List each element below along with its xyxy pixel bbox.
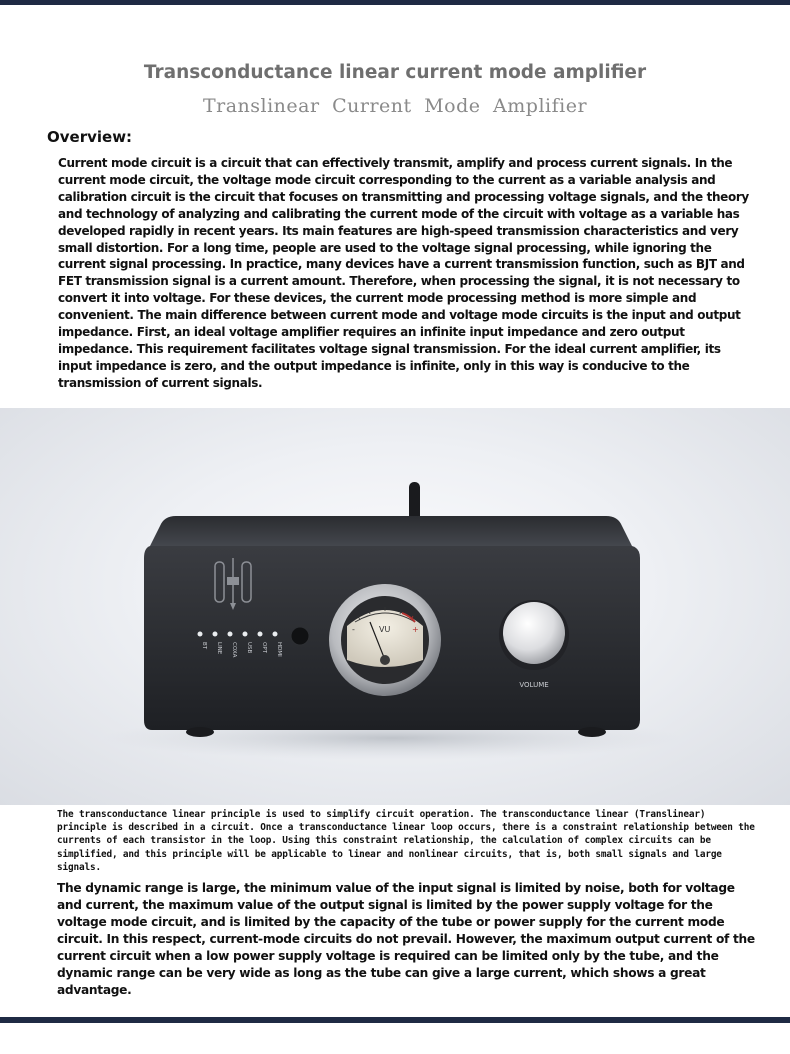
- top-border-bar: [0, 0, 790, 5]
- bottom-border-bar: [0, 1017, 790, 1023]
- led-hdmi: [273, 632, 278, 637]
- volume-label: VOLUME: [519, 681, 549, 689]
- page-title: Transconductance linear current mode amplifier: [143, 62, 647, 83]
- led-usb: [243, 632, 248, 637]
- led-line: [213, 632, 218, 637]
- vu-label: VU: [379, 625, 391, 634]
- foot-left: [186, 727, 214, 737]
- chassis-top: [150, 516, 632, 546]
- label-coxa: COXA: [231, 642, 237, 658]
- translinear-paragraph: The transconductance linear principle is used to simplify circuit operation. The transconductance linear (Translinear) principle is described in a circuit. Once a transconductance linear loop occurs, there is a constraint relationship between the currents of each transistor in the loop. Using this constraint relationship, the calculation of complex circuits can be simplified, and this principle will be applicable to linear and nonlinear circuits, that is, both small signals and large signals.: [57, 809, 755, 873]
- label-line: LINE: [216, 642, 222, 655]
- label-bt: BT: [201, 642, 207, 650]
- dynamic-range-paragraph: The dynamic range is large, the minimum value of the input signal is limited by noise, both for voltage and current, the maximum value of the output signal is limited by the power supply voltage for the voltage mode circuit, and is limited by the capacity of the tube or power supply for the current mode circuit. In this respect, current-mode circuits do not prevail. However, the maximum output current of the current circuit when a low power supply voltage is required can be limited only by the tube, and the dynamic range can be very wide as long as the tube can give a large current, which shows a great advantage.: [57, 881, 755, 997]
- vu-plus: +: [412, 625, 419, 634]
- led-bt: [198, 632, 203, 637]
- led-opt: [258, 632, 263, 637]
- led-coxa: [228, 632, 233, 637]
- ir-sensor: [291, 627, 309, 645]
- label-hdmi: HDMI: [276, 642, 282, 657]
- product-photo: [0, 408, 790, 805]
- vu-meter: [329, 584, 441, 696]
- label-opt: OPT: [261, 642, 267, 654]
- overview-body: Current mode circuit is a circuit that can effectively transmit, amplify and process current signals. In the current mode circuit, the voltage mode circuit corresponding to the current as a variable analysis and calibration circuit is the circuit that focuses on transmitting and processing voltage signals, and the theory and technology of analyzing and calibrating the current mode of the circuit with voltage as a variable has developed rapidly in recent years. Its main features are high-speed transmission characteristics and very small distortion. For a long time, people are used to the voltage signal processing, while ignoring the current signal processing. In practice, many devices have a current transmission function, such as BJT and FET transmission signal is a current amount. Therefore, when processing the signal, it is not necessary to convert it into voltage. For these devices, the current mode processing method is more simple and convenient. The main difference between current mode and voltage mode circuits is the input and output impedance. First, an ideal voltage amplifier requires an infinite input impedance and zero output impedance. This requirement facilitates voltage signal transmission. For the ideal current amplifier, its input impedance is zero, and the output impedance is infinite, only in this way is conducive to the transmission of current signals.: [58, 156, 749, 390]
- vu-minus: -: [352, 625, 355, 634]
- page-subtitle: Translinear Current Mode Amplifier: [202, 95, 588, 117]
- overview-heading: Overview:: [47, 128, 133, 146]
- foot-right: [578, 727, 606, 737]
- label-usb: USB: [246, 642, 252, 654]
- volume-knob-cap: [503, 602, 565, 664]
- amplifier-illustration: [0, 408, 790, 805]
